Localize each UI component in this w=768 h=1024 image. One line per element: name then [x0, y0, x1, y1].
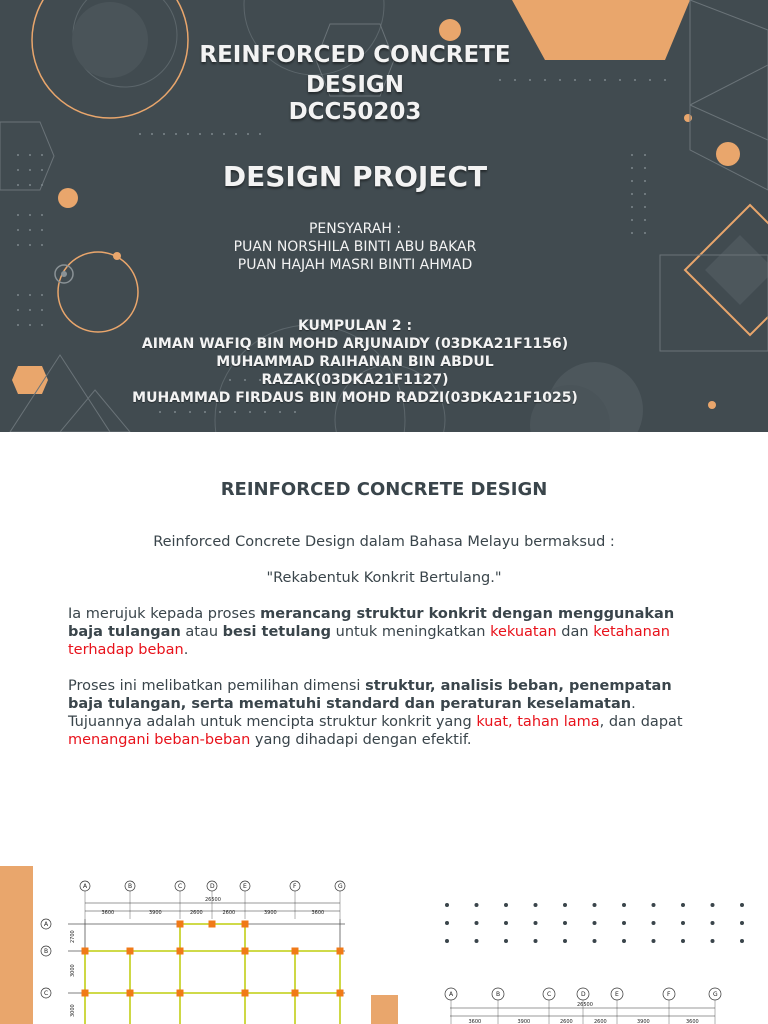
grid-dot	[740, 903, 744, 907]
title-slide	[0, 0, 768, 432]
span-dimension: 2600	[560, 1019, 573, 1024]
span-dimension: 2600	[190, 910, 203, 916]
grid-dot	[563, 939, 567, 943]
grid-dot	[652, 939, 656, 943]
column-marker	[177, 990, 184, 997]
grid-label: A	[83, 883, 88, 890]
group-member: AIMAN WAFIQ BIN MOHD ARJUNAIDY (03DKA21F1156)	[141, 336, 569, 352]
text-run: , dan dapat	[599, 714, 683, 730]
grid-dot	[681, 903, 685, 907]
grid-label: B	[128, 883, 133, 890]
bold-text: besi tetulang	[222, 624, 332, 640]
grid-dot	[534, 903, 538, 907]
column-marker	[127, 990, 134, 997]
grid-label: D	[210, 883, 215, 890]
grid-bubble	[290, 881, 300, 919]
span-dimension: 3900	[149, 910, 162, 916]
grid-dot	[681, 939, 685, 943]
group-member: MUHAMMAD RAIHANAN BIN ABDUL	[216, 354, 494, 370]
grid-dot	[445, 921, 449, 925]
grid-label: A	[449, 991, 454, 998]
grid-label: B	[496, 991, 501, 998]
course-code: DCC50203	[288, 99, 422, 125]
grid-dot	[622, 921, 626, 925]
text-run: dan	[556, 624, 594, 640]
span-dimension: 3600	[686, 1019, 699, 1024]
grid-dot	[593, 939, 597, 943]
column-marker	[337, 990, 344, 997]
paragraph-1	[68, 605, 708, 659]
grid-bubble	[611, 988, 623, 1024]
accent-bar-left	[0, 866, 33, 1024]
grid-label: C	[178, 883, 183, 890]
paragraph-2	[68, 677, 708, 749]
grid-dot	[740, 921, 744, 925]
column-marker	[127, 948, 134, 955]
grid-label: E	[243, 883, 247, 890]
column-marker	[177, 948, 184, 955]
accent-block	[371, 995, 398, 1024]
text-run: atau	[180, 624, 223, 640]
overall-dimension: 26500	[205, 897, 221, 903]
grid-dot	[711, 921, 715, 925]
title-line-1: REINFORCED CONCRETE	[199, 42, 511, 68]
side-dimension: 2700	[70, 930, 76, 943]
group-label: KUMPULAN 2 :	[297, 318, 413, 334]
column-marker	[242, 948, 249, 955]
text-run: untuk meningkatkan	[331, 624, 491, 640]
highlight-text: ketahanan terhadap beban	[68, 624, 670, 658]
grid-dot	[504, 921, 508, 925]
column-marker	[292, 948, 299, 955]
grid-bubble	[335, 881, 345, 919]
column-marker	[209, 921, 216, 928]
definition-slide	[0, 432, 768, 864]
grid-dot	[740, 939, 744, 943]
text-run: yang dihadapi dengan efektif.	[250, 732, 472, 748]
grid-bubble	[80, 881, 90, 919]
highlight-text: menangani beban-beban	[68, 732, 251, 748]
grid-bubble	[240, 881, 250, 919]
grid-dot	[534, 939, 538, 943]
intro-text: Reinforced Concrete Design dalam Bahasa Melayu bermaksud :	[153, 534, 615, 550]
lecturer-name: PUAN NORSHILA BINTI ABU BAKAR	[233, 239, 477, 255]
grid-dot	[711, 903, 715, 907]
grid-dot	[475, 903, 479, 907]
grid-label: F	[667, 991, 671, 998]
span-dimension: 3600	[311, 910, 325, 916]
grid-dot	[622, 939, 626, 943]
overall-dimension: 26500	[577, 1002, 593, 1008]
side-dimension: 3000	[70, 964, 76, 977]
text-run: Ia merujuk kepada proses	[68, 606, 261, 622]
grid-dot	[475, 921, 479, 925]
floor-plan-left	[41, 881, 345, 1024]
grid-label: E	[615, 991, 619, 998]
grid-dot	[563, 921, 567, 925]
grid-bubble	[41, 946, 51, 956]
dot-grid	[445, 903, 744, 943]
translation-text: "Rekabentuk Konkrit Bertulang."	[266, 570, 502, 586]
grid-label: C	[547, 991, 552, 998]
grid-bubble	[125, 881, 135, 919]
grid-dot	[652, 921, 656, 925]
grid-dot	[504, 903, 508, 907]
grid-bubble	[709, 988, 721, 1024]
grid-label: C	[44, 990, 49, 997]
column-marker	[82, 990, 89, 997]
lecturer-label: PENSYARAH :	[308, 221, 402, 237]
grid-bubble	[492, 988, 504, 1024]
grid-label: G	[338, 883, 343, 890]
lecturer-name: PUAN HAJAH MASRI BINTI AHMAD	[237, 257, 473, 273]
grid-bubble	[543, 988, 555, 1024]
span-dimension: 3900	[637, 1019, 650, 1024]
side-dimension: 3000	[70, 1004, 76, 1017]
grid-dot	[445, 903, 449, 907]
span-dimension: 3600	[468, 1019, 482, 1024]
span-dimension: 3900	[264, 910, 277, 916]
grid-bubble	[175, 881, 185, 919]
column-marker	[292, 990, 299, 997]
group-member: RAZAK(03DKA21F1127)	[261, 372, 449, 388]
floor-plan-right	[445, 988, 721, 1024]
column-marker	[242, 990, 249, 997]
grid-dot	[445, 939, 449, 943]
grid-label: G	[713, 991, 718, 998]
title-line-2: DESIGN	[305, 72, 405, 98]
highlight-text: kuat, tahan lama	[476, 714, 600, 730]
bold-text: struktur, analisis beban, penempatan baja tulangan, serta mematuhi standard dan peraturan keselamatan	[68, 678, 672, 712]
column-marker	[337, 948, 344, 955]
grid-dot	[504, 939, 508, 943]
grid-bubble	[41, 988, 51, 998]
grid-dot	[534, 921, 538, 925]
project-title: DESIGN PROJECT	[222, 160, 488, 193]
grid-label: B	[44, 948, 49, 955]
grid-bubble	[663, 988, 675, 1024]
floor-plan-drawing	[0, 864, 768, 1024]
text-run: Proses ini melibatkan pemilihan dimensi	[68, 678, 366, 694]
span-dimension: 3600	[101, 910, 115, 916]
column-marker	[177, 921, 184, 928]
span-dimension: 2600	[594, 1019, 607, 1024]
grid-bubble	[445, 988, 457, 1024]
span-dimension: 2600	[222, 910, 236, 916]
grid-label: A	[44, 921, 49, 928]
span-dimension: 3900	[517, 1019, 531, 1024]
column-marker	[82, 948, 89, 955]
grid-dot	[593, 921, 597, 925]
grid-label: D	[581, 991, 586, 998]
grid-dot	[711, 939, 715, 943]
title-main	[0, 40, 710, 100]
grid-dot	[652, 903, 656, 907]
bold-text: merancang struktur konkrit dengan menggunakan baja tulangan	[68, 606, 675, 640]
grid-dot	[593, 903, 597, 907]
grid-dot	[681, 921, 685, 925]
column-marker	[242, 921, 249, 928]
group-member: MUHAMMAD FIRDAUS BIN MOHD RADZI(03DKA21F1025)	[132, 390, 578, 406]
floor-plan-slide	[0, 864, 768, 1024]
grid-dot	[622, 903, 626, 907]
grid-label: F	[293, 883, 297, 890]
grid-dot	[563, 903, 567, 907]
text-run: . Tujuannya adalah untuk mencipta struktur konkrit yang	[68, 696, 636, 730]
highlight-text: kekuatan	[490, 624, 557, 640]
section-heading: REINFORCED CONCRETE DESIGN	[220, 479, 548, 500]
grid-bubble	[41, 919, 51, 929]
text-run: .	[183, 642, 189, 658]
grid-dot	[475, 939, 479, 943]
